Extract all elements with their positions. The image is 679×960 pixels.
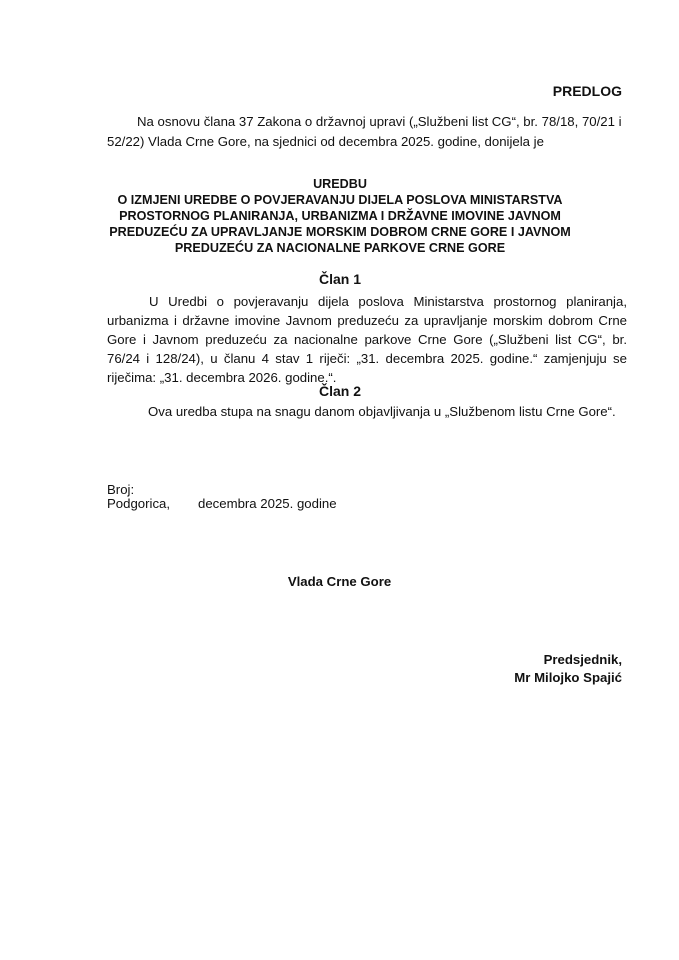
- signatory-name: Mr Milojko Spajić: [514, 670, 622, 685]
- article-1-heading: Član 1: [318, 271, 361, 287]
- article-2-heading: Član 2: [318, 383, 361, 399]
- article-1-text: U Uredbi o povjeravanju dijela poslova Ministarstva prostornog planiranja, urbanizma i državne imovine Javnom preduzeću za upravljanje morskim dobrom Crne Gore i Javnom preduzeću za nacionalne parkove Crne Gore („Službeni list CG“, br. 76/24 i 128/24), u članu 4 stav 1 riječi: „31. decembra 2025. godine.“ zamjenjuju se riječima: „31. decembra 2026. godine.“.: [107, 294, 627, 385]
- place-label: Podgorica,: [107, 496, 171, 511]
- issuing-authority: Vlada Crne Gore: [287, 574, 392, 589]
- decree-title-head: UREDBU: [313, 177, 367, 191]
- decree-title: [100, 176, 580, 256]
- signatory-title: Predsjednik,: [543, 652, 622, 667]
- date-label: decembra 2025. godine: [198, 496, 337, 511]
- article-2-text: Ova uredba stupa na snagu danom objavljivanja u „Službenom listu Crne Gore“.: [148, 404, 616, 419]
- decree-title-body: O IZMJENI UREDBE O POVJERAVANJU DIJELA POSLOVA MINISTARSTVA PROSTORNOG PLANIRANJA, URBANIZMA I DRŽAVNE IMOVINE JAVNOM PREDUZEĆU ZA UPRAVLJANJE MORSKIM DOBROM CRNE GORE I JAVNOM PREDUZEĆU ZA NACIONALNE PARKOVE CRNE GORE: [109, 193, 571, 255]
- document-status-label: PREDLOG: [552, 83, 622, 99]
- signature-block: [514, 651, 622, 687]
- preamble-paragraph: Na osnovu člana 37 Zakona o državnoj upravi („Službeni list CG“, br. 78/18, 70/21 i 52/22) Vlada Crne Gore, na sjednici od decembra 2025. godine, donijela je: [107, 114, 622, 149]
- reference-number-label: Broj:: [107, 482, 135, 497]
